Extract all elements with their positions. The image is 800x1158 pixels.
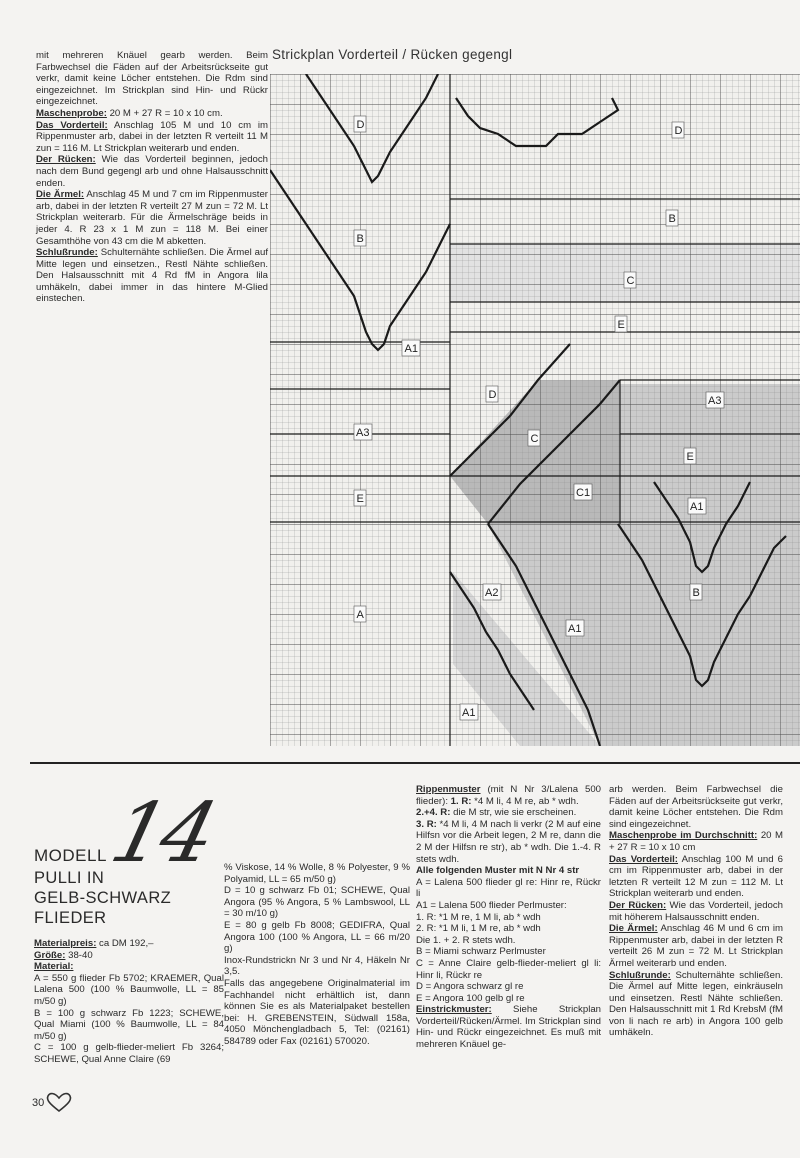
label-b-left xyxy=(354,230,366,246)
c4-intro: arb werden. Beim Farbwechsel die Fäden auf der Arbeitsrückseite gut verkr, damit keine Löcher entstehen. Die Rdm sind eingezeichnet. xyxy=(609,784,783,830)
label-c-right xyxy=(624,272,636,288)
svg-text:D: D xyxy=(674,125,683,137)
top-intro: mit mehreren Knäuel gearb werden. Beim Farbwechsel die Fäden auf der Arbeitsrückseite gut verkr, damit keine Löcher entstehen. Die Rdm sind eingezeichnet. Im Strickplan sind Hin- und Rückr eingezeichnet. xyxy=(36,50,268,108)
column-patterns xyxy=(416,784,601,1051)
top-vorderteil xyxy=(36,120,268,155)
top-maschenprobe xyxy=(36,108,268,120)
label-a1-bottom xyxy=(460,704,478,720)
top-ruecken-label: Der Rücken: xyxy=(36,154,96,166)
top-vorderteil-label: Das Vorderteil: xyxy=(36,119,108,131)
top-vorderteil-text: Anschlag 105 M und 10 cm im Rippenmuster arb, dabei in der letzten R verteilt 11 M zun = 116 M. Lt Strickplan weiterarb und enden. xyxy=(36,119,269,154)
top-schluss xyxy=(36,247,268,305)
top-aermel-label: Die Ärmel: xyxy=(36,189,85,201)
top-ruecken xyxy=(36,154,268,189)
rippenmuster xyxy=(416,784,601,807)
top-aermel-text: Anschlag 45 M und 7 cm im Rippenmuster arb, dabei in der letzten R verteilt 27 M zun = 72 M. Lt Strickplan weiterarb. Für die Ärmelschräge beids in jeder 4. R 23 x 1 M zun = 118 M. Bei einer Gesamthöhe von 43 cm die M abketten. xyxy=(36,189,268,247)
svg-text:C1: C1 xyxy=(576,487,591,499)
svg-text:A: A xyxy=(356,609,364,621)
materialpreis xyxy=(34,938,224,950)
einstrick-text: Siehe Strickplan Vorderteil/Rücken/Ärmel. Im Strickplan sind Hin- und Rückr eingezeichnet. Es muß mit mehreren Knäuel ge- xyxy=(416,1004,601,1051)
c4-maschenprobe xyxy=(609,830,783,853)
material-c-cont: % Viskose, 14 % Wolle, 8 % Polyester, 9 % Polyamid, LL = 65 m/50 g) xyxy=(224,862,410,885)
label-a1-v xyxy=(688,498,706,514)
needles: Inox-Rundstrickn Nr 3 und Nr 4, Häkeln Nr 3,5. xyxy=(224,954,410,978)
rippen-label: Rippenmuster xyxy=(416,784,481,795)
r1-label: 1. R: xyxy=(450,795,472,807)
svg-text:A2: A2 xyxy=(485,587,499,599)
page-number: 30 xyxy=(32,1097,45,1109)
svg-text:A1: A1 xyxy=(690,501,704,513)
c4-ruecken xyxy=(609,900,783,923)
groesse xyxy=(34,950,224,962)
model-title xyxy=(34,868,171,928)
label-e-left xyxy=(354,490,366,506)
heart-icon xyxy=(44,1091,74,1113)
pattern-e: E = Angora 100 gelb gl re xyxy=(416,992,525,1004)
label-a2 xyxy=(483,584,501,600)
pattern-a: A = Lalena 500 flieder gl re: Hinr re, Rückr li xyxy=(416,876,601,900)
svg-text:B: B xyxy=(668,213,676,225)
alle-heading: Alle folgenden Muster mit N Nr 4 str xyxy=(416,865,580,877)
label-a xyxy=(354,606,366,622)
top-maschenprobe-label: Maschenprobe: xyxy=(36,107,107,119)
einstrick-label: Einstrickmuster: xyxy=(416,1004,492,1016)
r3-text: *4 M li, 4 M nach li verkr (2 M auf eine Hilfsn vor die Arbeit legen, 2 M re, dann die 2 M der Hilfsn re str), ab * wdh. Die 1.-4. R stets wdh. xyxy=(416,818,602,865)
top-aermel xyxy=(36,189,268,247)
material-e: E = 80 g gelb Fb 8008; GEDIFRA, Qual Angora 100 (100 % Angora, LL = 66 m/20 g) xyxy=(224,919,410,955)
row-3 xyxy=(416,819,601,865)
c4-schluss xyxy=(609,970,783,1040)
column-materials-cont xyxy=(224,862,410,1048)
section-divider xyxy=(30,762,800,764)
groesse-text: 38-40 xyxy=(65,949,93,961)
pattern-a1: A1 = Lalena 500 flieder Perlmuster: xyxy=(416,899,567,911)
pattern-c: C = Anne Claire gelb-flieder-meliert gl li: Hinr li, Rückr re xyxy=(416,957,601,981)
c4-ruecken-label: Der Rücken: xyxy=(609,899,667,911)
material-label: Material: xyxy=(34,961,74,973)
c4-aermel-text: Anschlag 46 M und 6 cm im Rippenmuster arb, dabei in der letzten R verteilt 26 M zun = 72 M. Lt Strickplan Ärmel weiterarb und enden. xyxy=(609,923,783,969)
column-instructions xyxy=(609,784,783,1039)
top-schluss-label: Schlußrunde: xyxy=(36,247,98,259)
svg-text:E: E xyxy=(356,493,364,505)
svg-text:E: E xyxy=(617,319,625,331)
model-heading xyxy=(34,788,224,938)
c4-aermel-label: Die Ärmel: xyxy=(609,923,658,935)
svg-text:A3: A3 xyxy=(356,427,370,439)
perl-repeat: Die 1. + 2. R stets wdh. xyxy=(416,934,516,946)
perl-row-2: 2. R: *1 M li, 1 M re, ab * wdh xyxy=(416,923,541,935)
label-d-neck xyxy=(354,116,366,132)
pattern-d: D = Angora schwarz gl re xyxy=(416,981,524,993)
svg-text:A1: A1 xyxy=(568,623,582,635)
model-title-line-1: PULLI IN xyxy=(34,869,105,887)
svg-text:D: D xyxy=(488,389,497,401)
material-c: C = 100 g gelb-flieder-meliert Fb 3264; SCHEWE, Qual Anne Claire (69 xyxy=(34,1042,224,1065)
knitting-chart xyxy=(270,74,800,746)
c4-vorderteil xyxy=(609,854,783,900)
top-instructions xyxy=(36,50,268,305)
model-title-line-3: FLIEDER xyxy=(34,909,107,927)
c4-aermel xyxy=(609,923,783,969)
r1-text: *4 M li, 4 M re, ab * wdh. xyxy=(471,795,579,807)
model-word: MODELL xyxy=(34,846,107,865)
top-ruecken-text: Wie das Vorderteil beginnen, jedoch nach dem Bund gegengl arb und ohne Halsausschnitt enden. xyxy=(36,154,268,189)
einstrickmuster xyxy=(416,1004,601,1050)
materialpreis-label: Materialpreis: xyxy=(34,938,97,949)
label-e-right xyxy=(615,316,627,332)
column-materials xyxy=(34,938,224,1066)
label-a1-left xyxy=(402,340,420,356)
order-info: Falls das angegebene Originalmaterial im Fachhandel nicht erhältlich ist, dann können Sie es als Materialpaket bestellen bei: H. GREBENSTEIN, Südwall 158a, 4050 Mönchengladbach 5, Tel: (02161) 584789 oder Fax (02161) 570020. xyxy=(224,977,410,1047)
label-a1-mid xyxy=(566,620,584,636)
label-a3-right xyxy=(706,392,724,408)
material-d: D = 10 g schwarz Fb 01; SCHEWE, Qual Angora (95 % Angora, 5 % Lambswool, LL = 30 m/10 g) xyxy=(224,885,410,920)
svg-text:E: E xyxy=(686,451,694,463)
material-a: A = 550 g flieder Fb 5702; KRAEMER, Qual Lalena 500 (100 % Baumwolle, LL = 85 m/50 g) xyxy=(34,972,224,1007)
c4-probe-text: 20 M + 27 R = 10 x 10 cm xyxy=(609,830,783,853)
model-number: 14 xyxy=(102,786,223,881)
row-2-4 xyxy=(416,807,601,819)
label-a3-left xyxy=(354,424,372,440)
chart-title: Strickplan Vorderteil / Rücken gegengl xyxy=(272,47,513,62)
pattern-b: B = Miami schwarz Perlmuster xyxy=(416,946,546,958)
svg-text:B: B xyxy=(356,233,364,245)
c4-schluss-label: Schlußrunde: xyxy=(609,969,671,981)
c4-vorder-text: Anschlag 100 M und 6 cm im Rippenmuster arb, dabei in der letzten R verteilt 12 M zun = 112 M. Lt Strickplan weiterarb und enden. xyxy=(609,853,784,900)
svg-text:C: C xyxy=(626,275,635,287)
materialpreis-text: ca DM 192,– xyxy=(96,938,154,949)
svg-text:A3: A3 xyxy=(708,395,722,407)
chart-major-grid xyxy=(270,74,800,746)
c4-vorder-label: Das Vorderteil: xyxy=(609,853,679,865)
label-c-mid xyxy=(528,430,540,446)
c4-ruecken-text: Wie das Vorderteil, jedoch mit höherem Halsausschnitt enden. xyxy=(609,899,783,923)
r24-text: die M str, wie sie erscheinen. xyxy=(450,807,577,819)
groesse-label: Größe: xyxy=(34,949,66,961)
c4-schluss-text: Schulternähte schließen. Die Ärmel auf Mitte legen, einkräuseln und einsetzen. Restl Nähte schließen. Den Halsausschnitt mit 1 Rd KrebsM (fM von li nach re arb) in Angora 100 gelb umhäkeln. xyxy=(609,969,783,1039)
svg-text:D: D xyxy=(356,119,365,131)
r24-label: 2.+4. R: xyxy=(416,807,451,819)
r3-label: 3. R: xyxy=(416,818,437,830)
svg-text:A1: A1 xyxy=(462,707,476,719)
top-schluss-text: Schulternähte schließen. Die Ärmel auf Mitte legen und einsetzen., Restl Nähte schließen. Den Halsausschnitt mit 4 Rd fM in Angora lila umhäkeln, dabei immer in das hintere M-Glied einstechen. xyxy=(36,247,268,305)
label-d-right xyxy=(672,122,684,138)
label-b-right xyxy=(666,210,678,226)
svg-text:B: B xyxy=(692,587,700,599)
top-maschenprobe-text: 20 M + 27 R = 10 x 10 cm. xyxy=(106,107,223,119)
svg-text:A1: A1 xyxy=(404,343,418,355)
label-b-v xyxy=(690,584,702,600)
perl-row-1: 1. R: *1 M re, 1 M li, ab * wdh xyxy=(416,911,541,923)
svg-text:C: C xyxy=(530,433,539,445)
material-heading xyxy=(34,961,224,973)
rippen-intro: (mit N Nr 3/Lalena 500 flieder): xyxy=(416,784,601,807)
label-d-mid xyxy=(486,386,498,402)
material-b: B = 100 g schwarz Fb 1223; SCHEWE, Qual Miami (100 % Baumwolle, LL = 84 m/50 g) xyxy=(34,1007,224,1042)
c4-probe-label: Maschenprobe im Durchschnitt: xyxy=(609,830,758,842)
label-c1 xyxy=(574,484,592,500)
model-title-line-2: GELB-SCHWARZ xyxy=(34,889,172,907)
label-e-mid xyxy=(684,448,696,464)
